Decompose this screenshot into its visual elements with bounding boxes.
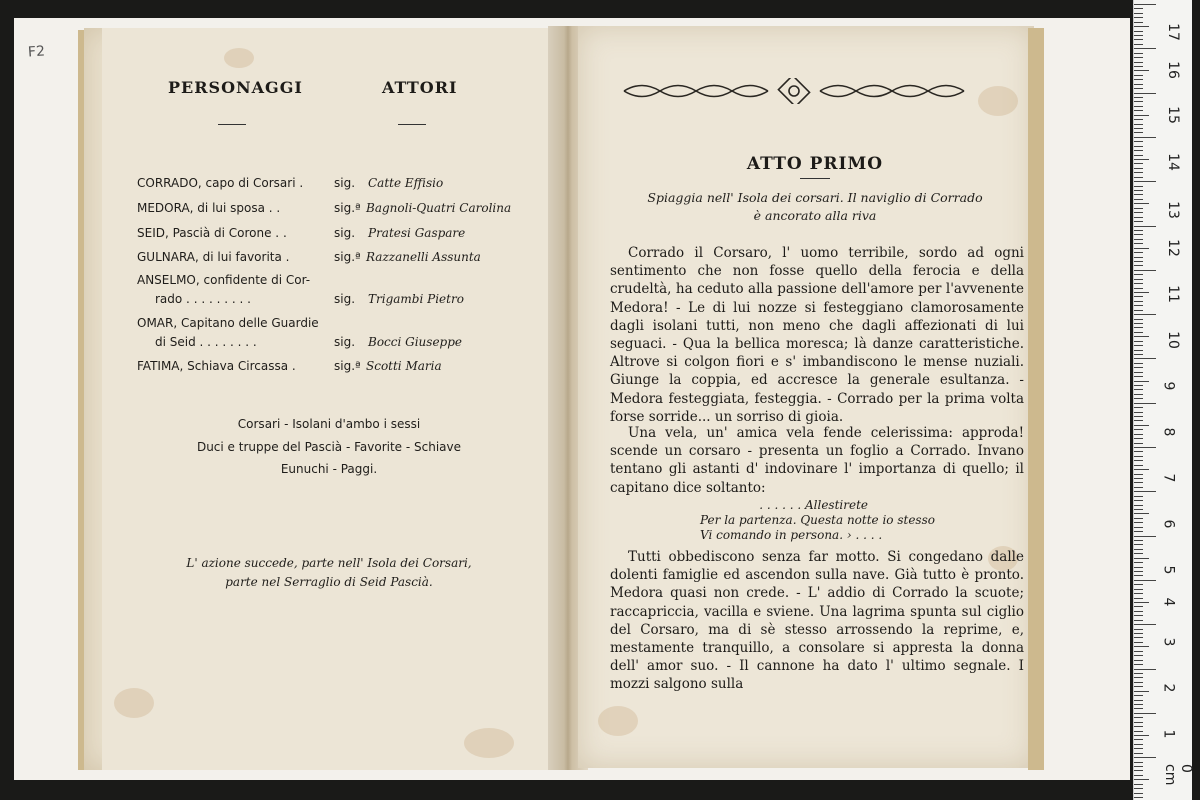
ruler-tick — [1134, 22, 1143, 23]
ruler-tick — [1134, 686, 1143, 687]
ruler-tick — [1134, 239, 1143, 240]
ruler-tick — [1134, 39, 1143, 40]
ruler-tick — [1134, 788, 1143, 789]
setting-line: L' azione succede, parte nell' Isola dei Corsari, — [186, 556, 472, 570]
ruler-tick — [1134, 84, 1143, 85]
ruler-tick — [1134, 700, 1143, 701]
ruler-tick — [1134, 580, 1156, 581]
ruler-tick — [1134, 137, 1156, 138]
ruler-tick — [1134, 8, 1143, 9]
ruler-tick — [1134, 669, 1156, 670]
ruler-tick — [1134, 141, 1143, 142]
ruler-tick — [1134, 438, 1143, 439]
ruler-tick — [1134, 124, 1143, 125]
chorus-line: Corsari - Isolani d'ambo i sessi — [237, 417, 421, 431]
paragraph-3: Tutti obbediscono senza far motto. Si congedano dalle dolenti famiglie ed ascendon sulla nave. Già tutto è pronto. Medora quasi non crede. - L' addio di Corrado la scuote; raccapriccia, vacilla e sviene. Una lagrima spunta sul ciglio del Corsaro, ma di sè stesso arrossendo la reprime, e, mestamente tranquillo, a consolare si appresta la donna dell' amor suo. - Il cannone ha dato l' ultimo segnale. I mozzi salgono sulla — [610, 549, 1024, 693]
ruler-tick — [1134, 301, 1143, 302]
ruler-tick — [1134, 327, 1143, 328]
ruler-tick — [1134, 682, 1143, 683]
ruler-number: 16 — [1164, 61, 1181, 79]
ruler-tick — [1134, 208, 1143, 209]
ruler-tick — [1134, 292, 1149, 293]
ruler-tick — [1134, 17, 1143, 18]
ruler-number: 3 — [1160, 637, 1177, 647]
ruler-tick — [1134, 57, 1143, 58]
ruler-tick — [1134, 770, 1143, 771]
ruler-tick — [1134, 79, 1143, 80]
ruler-tick — [1134, 482, 1143, 483]
ruler-tick — [1134, 509, 1143, 510]
ruler-tick — [1134, 314, 1156, 315]
ruler-tick — [1134, 44, 1143, 45]
ruler-number: 2 — [1160, 683, 1177, 693]
ruler-tick — [1134, 620, 1143, 621]
ruler-tick — [1134, 150, 1143, 151]
ruler-tick — [1134, 478, 1143, 479]
ruler-tick — [1134, 190, 1143, 191]
ruler-tick — [1134, 420, 1143, 421]
ruler-tick — [1134, 283, 1143, 284]
ruler-tick — [1134, 146, 1143, 147]
quote-line: Per la partenza. Questa notte io stesso — [700, 513, 935, 527]
ruler-tick — [1134, 75, 1143, 76]
ruler-tick — [1134, 664, 1143, 665]
decorative-ornament-icon — [622, 78, 966, 104]
actors-header: ATTORI — [382, 78, 458, 97]
ruler-tick — [1134, 243, 1143, 244]
ruler-tick — [1134, 345, 1143, 346]
ruler-tick — [1134, 35, 1143, 36]
actors-header-rule — [398, 124, 426, 125]
ruler-tick — [1134, 97, 1143, 98]
ruler-tick — [1134, 744, 1143, 745]
left-page — [84, 28, 554, 770]
ruler-tick — [1134, 500, 1143, 501]
ruler-tick — [1134, 128, 1143, 129]
ruler-tick — [1134, 558, 1149, 559]
ruler-number: 13 — [1164, 201, 1181, 219]
ruler-tick — [1134, 230, 1143, 231]
ruler-tick — [1134, 62, 1143, 63]
characters-header-rule — [218, 124, 246, 125]
ruler-tick — [1134, 66, 1143, 67]
ruler-tick — [1134, 159, 1149, 160]
ruler-tick — [1134, 717, 1143, 718]
ruler-tick — [1134, 212, 1143, 213]
ruler-tick — [1134, 252, 1143, 253]
ruler-tick — [1134, 288, 1143, 289]
ruler-tick — [1134, 261, 1143, 262]
ruler-tick — [1134, 540, 1143, 541]
ruler-tick — [1134, 646, 1149, 647]
ruler-tick — [1134, 722, 1143, 723]
ruler-tick — [1134, 332, 1143, 333]
pencil-mark: F2 — [27, 43, 46, 61]
ruler-tick — [1134, 119, 1143, 120]
ruler-tick — [1134, 226, 1156, 227]
ruler-tick — [1134, 88, 1143, 89]
ruler-tick — [1134, 53, 1143, 54]
ruler-tick — [1134, 163, 1143, 164]
ruler-tick — [1134, 655, 1143, 656]
ruler-tick — [1134, 48, 1156, 49]
ruler-tick — [1134, 660, 1143, 661]
ruler-tick — [1134, 571, 1143, 572]
ruler-tick — [1134, 296, 1143, 297]
ruler-tick — [1134, 567, 1143, 568]
ruler-tick — [1134, 186, 1143, 187]
ruler-tick — [1134, 757, 1156, 758]
ruler-number: 11 — [1164, 285, 1181, 303]
ruler-number: 0 cm — [1162, 764, 1194, 786]
ruler-tick — [1134, 562, 1143, 563]
ruler-tick — [1134, 257, 1143, 258]
ruler-tick — [1134, 270, 1156, 271]
ruler-tick — [1134, 633, 1143, 634]
ruler-tick — [1134, 695, 1143, 696]
characters-header: PERSONAGGI — [168, 78, 303, 97]
chorus-line: Duci e truppe del Pascià - Favorite - Schiave — [196, 440, 462, 454]
ruler-tick — [1134, 487, 1143, 488]
ruler-tick — [1134, 234, 1143, 235]
ruler-tick — [1134, 624, 1156, 625]
ruler-tick — [1134, 713, 1156, 714]
ruler-tick — [1134, 766, 1143, 767]
ruler-tick — [1134, 4, 1156, 5]
ruler-tick — [1134, 708, 1143, 709]
ruler-tick — [1134, 168, 1143, 169]
ruler-tick — [1134, 456, 1143, 457]
ruler-tick — [1134, 389, 1143, 390]
ruler-tick — [1134, 203, 1149, 204]
ruler-tick — [1134, 363, 1143, 364]
ruler-tick — [1134, 354, 1143, 355]
ruler-number: 1 — [1160, 729, 1177, 739]
ruler-tick — [1134, 310, 1143, 311]
ruler-tick — [1134, 447, 1156, 448]
act-title-rule — [800, 178, 830, 179]
ruler-tick — [1134, 372, 1143, 373]
ruler-tick — [1134, 496, 1143, 497]
ruler-tick — [1134, 637, 1143, 638]
paragraph-1: Corrado il Corsaro, l' uomo terribile, sordo ad ogni sentimento che non fosse quello della ferocia e della crudeltà, ha ceduto alla passione dell'amore per l'avvenente Medora! - Le di lui nozze si festeggiano clamorosamente dagli isolani tutti, non meno che dagli affezionati di lui seguaci. - Qua la bellica moresca; là danze caratteristiche. Altrove si colgon fiori e s' imbandiscono le mense nuziali. Giunge la coppia, ed accresce la generale esultanza. - Medora festeggiata, festeggia. - Corrado per la prima volta forse sorride... un sorriso di gioia. — [610, 245, 1024, 425]
ruler-tick — [1134, 425, 1149, 426]
ruler-tick — [1134, 589, 1143, 590]
ruler-tick — [1134, 155, 1143, 156]
ruler-tick — [1134, 775, 1143, 776]
ruler-number: 15 — [1164, 106, 1181, 124]
ruler-tick — [1134, 513, 1149, 514]
ruler-tick — [1134, 531, 1143, 532]
ruler-tick — [1134, 106, 1143, 107]
ruler-tick — [1134, 26, 1149, 27]
ruler-tick — [1134, 797, 1143, 798]
ruler-tick — [1134, 13, 1143, 14]
ruler-tick — [1134, 199, 1143, 200]
ruler-tick — [1134, 381, 1149, 382]
ruler-tick — [1134, 265, 1143, 266]
ruler-tick — [1134, 598, 1143, 599]
measurement-ruler — [1133, 0, 1192, 800]
ruler-tick — [1134, 217, 1143, 218]
ruler-tick — [1134, 70, 1149, 71]
ruler-tick — [1134, 465, 1143, 466]
ruler-tick — [1134, 274, 1143, 275]
ruler-tick — [1134, 611, 1143, 612]
ruler-tick — [1134, 336, 1149, 337]
ruler-number: 10 — [1164, 331, 1181, 349]
ruler-tick — [1134, 398, 1143, 399]
ruler-number: 8 — [1160, 427, 1177, 437]
ruler-tick — [1134, 443, 1143, 444]
ruler-tick — [1134, 31, 1143, 32]
ruler-tick — [1134, 584, 1143, 585]
ruler-tick — [1134, 221, 1143, 222]
ruler-tick — [1134, 93, 1156, 94]
ruler-number: 12 — [1164, 239, 1181, 257]
ruler-tick — [1134, 416, 1143, 417]
ruler-tick — [1134, 358, 1156, 359]
quote-line: . . . . . . Allestirete — [759, 498, 868, 512]
ruler-tick — [1134, 518, 1143, 519]
ruler-tick — [1134, 172, 1143, 173]
chorus-line: Eunuchi - Paggi. — [280, 462, 378, 476]
ruler-tick — [1134, 739, 1143, 740]
ruler-tick — [1134, 505, 1143, 506]
ruler-number: 14 — [1164, 153, 1181, 171]
ruler-tick — [1134, 115, 1149, 116]
ruler-tick — [1134, 677, 1143, 678]
scene-line: è ancorato alla riva — [753, 208, 877, 223]
ruler-tick — [1134, 248, 1149, 249]
ruler-tick — [1134, 544, 1143, 545]
act-title: ATTO PRIMO — [746, 154, 884, 174]
ruler-tick — [1134, 385, 1143, 386]
ruler-tick — [1134, 615, 1143, 616]
ruler-tick — [1134, 575, 1143, 576]
ruler-tick — [1134, 735, 1149, 736]
ruler-tick — [1134, 403, 1156, 404]
ruler-tick — [1134, 606, 1143, 607]
ruler-tick — [1134, 691, 1149, 692]
quote-line: Vi comando in persona. › . . . . — [700, 528, 883, 542]
ruler-tick — [1134, 673, 1143, 674]
ruler-tick — [1134, 762, 1143, 763]
left-page-paper — [102, 28, 554, 770]
ruler-tick — [1134, 451, 1143, 452]
ruler-tick — [1134, 319, 1143, 320]
ruler-tick — [1134, 642, 1143, 643]
ruler-number: 17 — [1164, 23, 1181, 41]
ruler-tick — [1134, 132, 1143, 133]
scene-line: Spiaggia nell' Isola dei corsari. Il naviglio di Corrado — [647, 190, 983, 205]
paragraph-2: Una vela, un' amica vela fende celerissima: approda! scende un corsaro - presenta un foglio a Corrado. Invano tentano gli astanti d' indovinare l' importanza di quello; il capitano dice soltanto: — [610, 425, 1024, 496]
ruler-tick — [1134, 469, 1149, 470]
ruler-tick — [1134, 350, 1143, 351]
ruler-number: 4 — [1160, 597, 1177, 607]
ruler-tick — [1134, 553, 1143, 554]
ruler-tick — [1134, 793, 1143, 794]
ruler-tick — [1134, 491, 1156, 492]
ruler-tick — [1134, 549, 1143, 550]
ruler-tick — [1134, 110, 1143, 111]
ruler-tick — [1134, 753, 1143, 754]
ruler-tick — [1134, 629, 1143, 630]
ruler-number: 9 — [1160, 381, 1177, 391]
ruler-tick — [1134, 101, 1143, 102]
ruler-number: 7 — [1160, 473, 1177, 483]
ruler-tick — [1134, 704, 1143, 705]
ruler-tick — [1134, 367, 1143, 368]
ruler-tick — [1134, 341, 1143, 342]
ruler-tick — [1134, 731, 1143, 732]
ruler-tick — [1134, 522, 1143, 523]
ruler-tick — [1134, 305, 1143, 306]
ruler-tick — [1134, 429, 1143, 430]
ruler-tick — [1134, 181, 1156, 182]
ruler-tick — [1134, 602, 1149, 603]
ruler-tick — [1134, 194, 1143, 195]
ruler-number: 5 — [1160, 565, 1177, 575]
ruler-tick — [1134, 460, 1143, 461]
ruler-tick — [1134, 177, 1143, 178]
ruler-tick — [1134, 593, 1143, 594]
ruler-tick — [1134, 474, 1143, 475]
ruler-tick — [1134, 323, 1143, 324]
ruler-tick — [1134, 726, 1143, 727]
ruler-tick — [1134, 376, 1143, 377]
ruler-tick — [1134, 536, 1156, 537]
ruler-number: 6 — [1160, 519, 1177, 529]
ruler-tick — [1134, 279, 1143, 280]
ruler-tick — [1134, 407, 1143, 408]
right-page-edge — [1028, 28, 1044, 770]
ruler-tick — [1134, 748, 1143, 749]
setting-line: parte nel Serraglio di Seid Pascià. — [225, 575, 433, 589]
ruler-tick — [1134, 784, 1143, 785]
ruler-tick — [1134, 394, 1143, 395]
ruler-tick — [1134, 434, 1143, 435]
ruler-tick — [1134, 651, 1143, 652]
ruler-tick — [1134, 412, 1143, 413]
ruler-tick — [1134, 527, 1143, 528]
ruler-tick — [1134, 779, 1149, 780]
